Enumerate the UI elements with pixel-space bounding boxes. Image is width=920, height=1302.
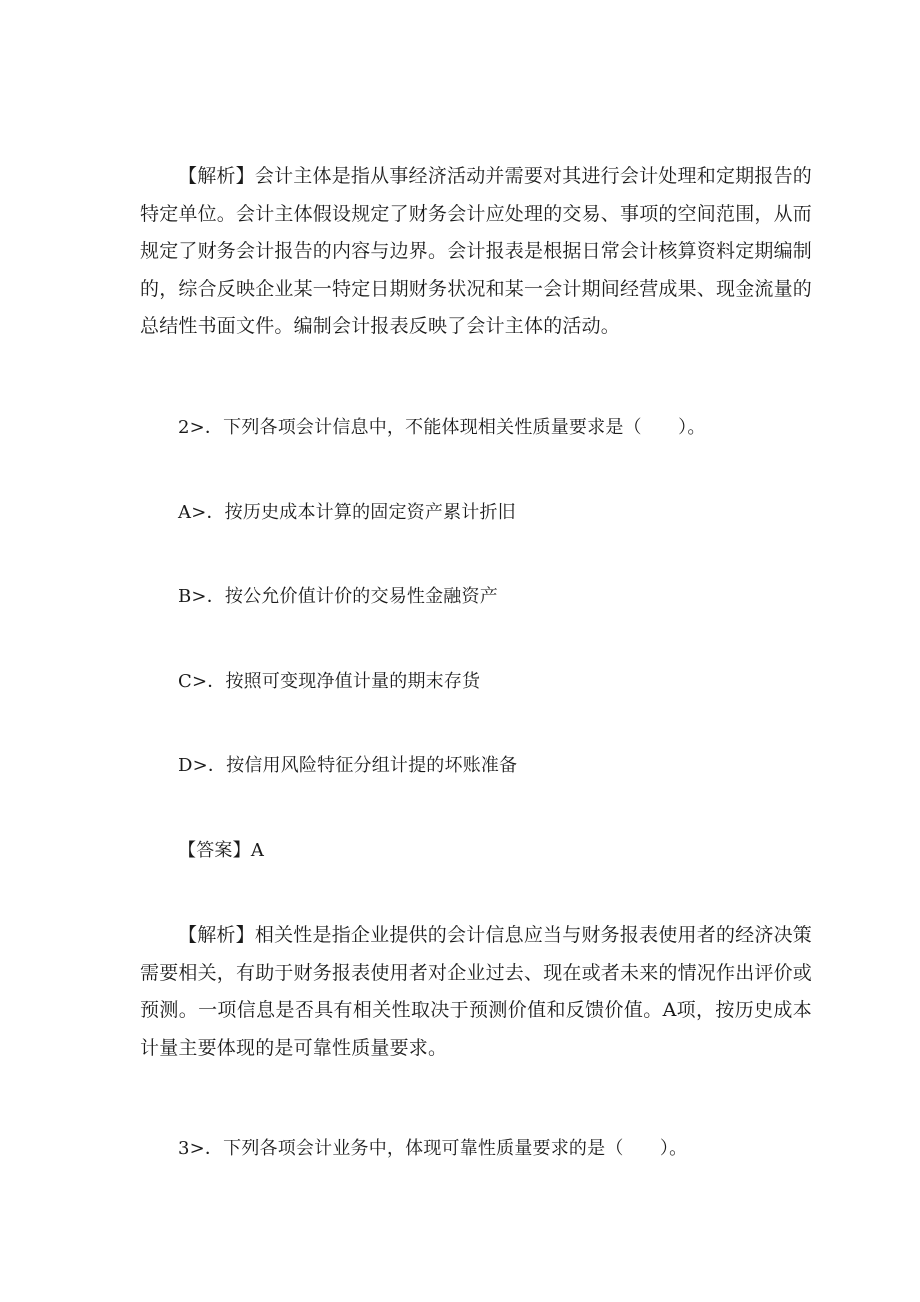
question-2-option-d: D>．按信用风险特征分组计提的坏账准备	[178, 755, 518, 776]
question-2-option-a: A>．按历史成本计算的固定资产累计折旧	[178, 502, 516, 523]
explanation-text: 会计主体是指从事经济活动并需要对其进行会计处理和定期报告的特定单位。会计主体假设规定了财务会计应处理的交易、事项的空间范围，从而规定了财务会计报告的内容与边界。会计报表是根据日常会计核算资料定期编制的，综合反映企业某一特定日期财务状况和某一会计期间经营成果、现金流量的总结性书面文件。编制会计报表反映了会计主体的活动。	[140, 165, 813, 337]
question-3-stem: 3>．下列各项会计业务中，体现可靠性质量要求的是（ ）。	[178, 1138, 688, 1159]
explanation-text: 相关性是指企业提供的会计信息应当与财务报表使用者的经济决策需要相关，有助于财务报表使用者对企业过去、现在或者未来的情况作出评价或预测。一项信息是否具有相关性取决于预测价值和反馈价值。A项，按历史成本计量主要体现的是可靠性质量要求。	[140, 924, 813, 1059]
explanation-tag: 【解析】	[178, 924, 255, 946]
question-2-stem: 2>．下列各项会计信息中，不能体现相关性质量要求是（ ）。	[178, 417, 706, 438]
question-2-option-b: B>．按公允价值计价的交易性金融资产	[178, 586, 498, 607]
question-2-answer	[178, 839, 264, 863]
explanation-tag: 【解析】	[178, 165, 255, 187]
question-2-option-c: C>．按照可变现净值计量的期末存货	[178, 671, 481, 692]
explanation-paragraph-2	[140, 917, 812, 1067]
answer-value: A	[250, 840, 265, 861]
explanation-paragraph-1	[140, 158, 812, 346]
answer-tag: 【答案】	[178, 840, 251, 861]
